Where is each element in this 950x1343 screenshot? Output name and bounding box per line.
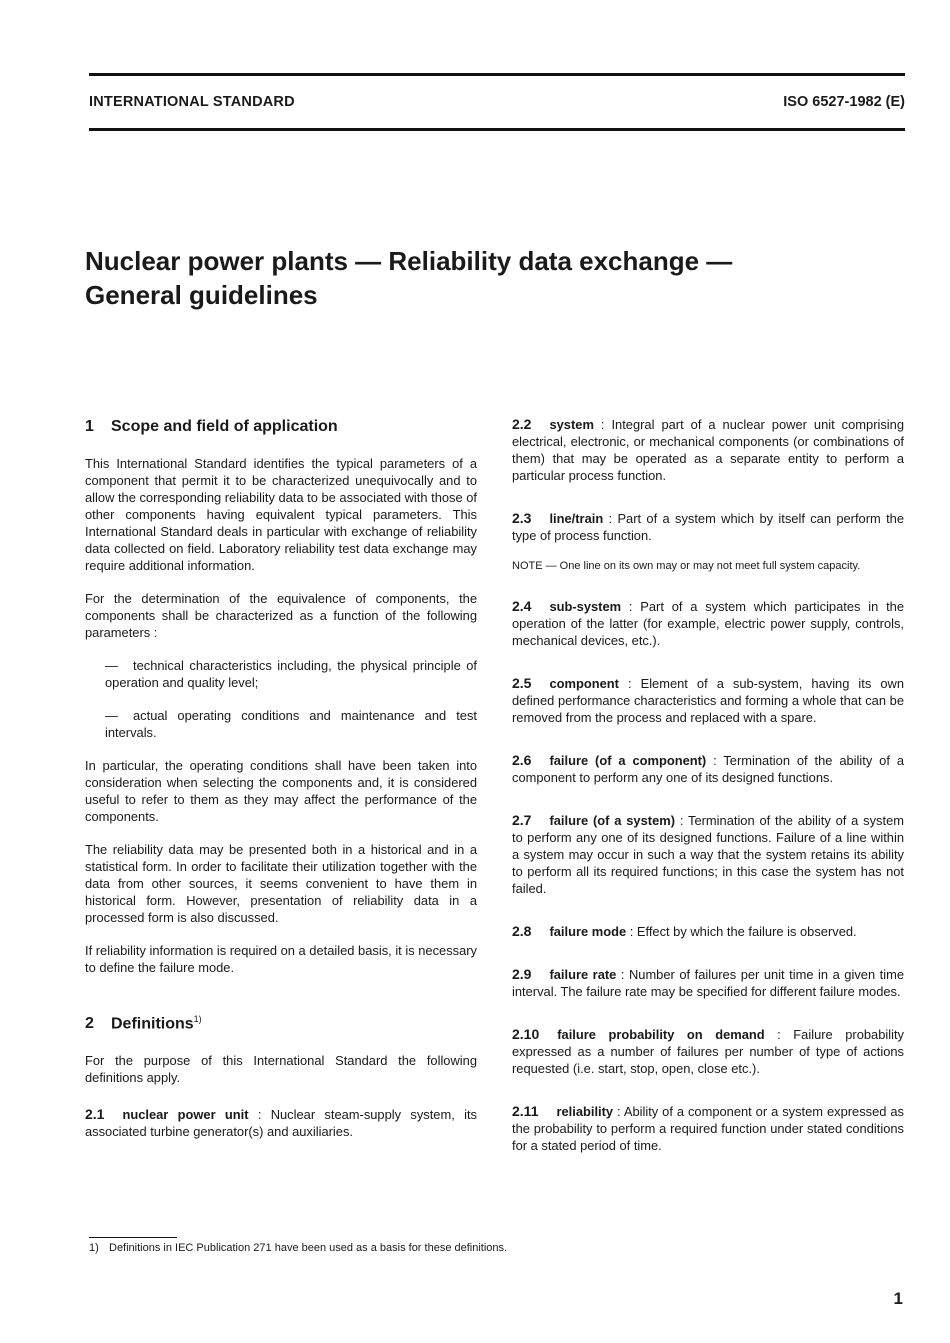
definition-number: 2.6	[512, 752, 532, 768]
definition-separator: :	[618, 676, 641, 691]
definition-separator: :	[621, 599, 641, 614]
definition-term: failure rate	[549, 967, 617, 982]
definition-text: Nuclear steam-supply system, its associated turbine generator(s) and auxiliaries.	[85, 1107, 477, 1140]
definition-term: failure (of a component)	[549, 753, 707, 768]
definition-term: failure mode	[549, 924, 627, 939]
title-line-1: Nuclear power plants — Reliability data exchange —	[85, 246, 733, 276]
definition-term: failure (of a system)	[549, 813, 675, 828]
page-number: 1	[893, 1289, 903, 1308]
definition-term: reliability	[556, 1104, 614, 1119]
definition-separator: :	[675, 813, 689, 828]
dash-marker: —	[105, 708, 118, 723]
definition-2-5	[512, 675, 904, 726]
list-item	[85, 707, 477, 741]
definition-number: 2.11	[512, 1103, 539, 1119]
section-1-paragraph-4: The reliability data may be presented both in a historical and in a statistical form. In order to facilitate their utilization together with the data from other sources, it seems convenient to have them in historical form. However, presentation of reliability data in a processed form is also discussed.	[85, 842, 477, 925]
definition-text: Failure probability expressed as a number of failures per number of type of actions requested (i.e. start, stop, open, close etc.).	[512, 1027, 904, 1076]
header-top-rule	[89, 73, 905, 76]
definition-text: Number of failures per unit time in a given time interval. The failure rate may be specified for different failure modes.	[512, 967, 904, 999]
section-1-paragraph-2: For the determination of the equivalence of components, the components shall be characterized as a function of the following parameters :	[85, 591, 477, 640]
definition-2-4	[512, 598, 904, 649]
section-2-intro: For the purpose of this International Standard the following definitions apply.	[85, 1053, 477, 1086]
section-1-heading	[85, 416, 477, 438]
header-bottom-rule	[89, 128, 905, 131]
definition-text: Ability of a component or a system expressed as the probability to perform a required function under stated conditions for a stated period of time.	[512, 1104, 904, 1153]
section-2-title: Definitions	[111, 1015, 194, 1033]
definition-2-2	[512, 416, 904, 484]
definition-text: Termination of the ability of a system to perform any one of its designed functions. Failure of a line within a system may occur in such a way that the system retains its ability to perform all its required functions; in this case the system has not failed.	[512, 813, 904, 896]
definition-term: failure probability on demand	[557, 1027, 765, 1042]
footnote-divider	[89, 1237, 177, 1238]
list-item	[85, 657, 477, 691]
definition-separator: :	[248, 1107, 271, 1123]
definition-text: Part of a system which participates in the operation of the latter (for example, electric power supply, controls, mechanical devices, etc.).	[512, 599, 904, 648]
definition-term: sub-system	[549, 599, 622, 614]
header-standard-type: INTERNATIONAL STANDARD	[89, 94, 295, 110]
definition-text: Integral part of a nuclear power unit comprising electrical, electronic, or mechanical components (or combinations of them) that may be operated as a separate entity to perform a particular process function.	[512, 417, 904, 483]
title-line-2: General guidelines	[85, 280, 318, 310]
definition-separator: :	[706, 753, 724, 768]
section-2-number: 2	[85, 1015, 94, 1033]
dash-marker: —	[105, 658, 118, 673]
definition-separator: :	[593, 417, 612, 432]
section-1-title: Scope and field of application	[111, 418, 338, 435]
section-1-paragraph-3: In particular, the operating conditions shall have been taken into consideration when selecting the components and, it is considered useful to refer to them as they may affect the performance of the components.	[85, 758, 477, 824]
definition-number: 2.7	[512, 812, 532, 828]
definition-term: line/train	[549, 511, 604, 526]
footnote-mark: 1)	[89, 1242, 99, 1254]
definition-number: 2.3	[512, 510, 532, 526]
header-standard-number: ISO 6527-1982 (E)	[783, 94, 905, 110]
section-1-number: 1	[85, 418, 94, 435]
footnote	[89, 1242, 507, 1254]
definition-2-9	[512, 966, 904, 1000]
definition-2-8	[512, 923, 904, 940]
footnote-reference: 1)	[193, 1014, 202, 1024]
definition-text: Element of a sub-system, having its own defined performance characteristics and forming a whole that can be removed from the process and replaced with a spare.	[512, 676, 904, 725]
note-2-3: NOTE — One line on its own may or may not meet full system capacity.	[512, 560, 861, 572]
section-1-paragraph-5: If reliability information is required on a detailed basis, it is necessary to define the failure mode.	[85, 943, 477, 975]
bullet-text: actual operating conditions and maintenance and test intervals.	[105, 708, 477, 740]
definition-number: 2.4	[512, 598, 532, 614]
definition-text: Part of a system which by itself can perform the type of process function.	[512, 511, 905, 543]
definition-2-3	[512, 510, 904, 544]
definition-number: 2.1	[85, 1106, 105, 1123]
definition-2-6	[512, 752, 904, 786]
definition-2-10	[512, 1026, 904, 1077]
definition-number: 2.10	[512, 1026, 540, 1042]
definition-2-1	[85, 1106, 477, 1140]
definition-text: Termination of the ability of a component to perform any one of its designed functions.	[512, 753, 904, 785]
definition-number: 2.2	[512, 416, 532, 432]
definition-number: 2.9	[512, 966, 532, 982]
definition-term: system	[549, 417, 594, 432]
definition-2-11	[512, 1103, 904, 1154]
definition-term: nuclear power unit	[122, 1107, 249, 1123]
definition-number: 2.8	[512, 923, 532, 939]
definition-separator: :	[616, 967, 629, 982]
left-column	[85, 416, 477, 1140]
bullet-text: technical characteristics including, the physical principle of operation and quality level;	[105, 658, 477, 690]
document-title	[85, 244, 905, 312]
definition-separator: :	[764, 1027, 794, 1042]
footnote-text: Definitions in IEC Publication 271 have been used as a basis for these definitions.	[109, 1242, 508, 1254]
section-1-paragraph-1: This International Standard identifies the typical parameters of a component that permit it to be characterized unequivocally and to allow the corresponding reliability data to be associated with those of other components having equivalent typical parameters. This International Standard deals in particular with exchange of reliability data collected on field. Laboratory reliability test data exchange may require additional information.	[85, 456, 477, 573]
definition-2-7	[512, 812, 904, 897]
definition-number: 2.5	[512, 675, 532, 691]
definition-separator: :	[603, 511, 618, 526]
definition-text: Effect by which the failure is observed.	[636, 924, 857, 939]
definition-separator: :	[626, 924, 637, 939]
section-2-heading	[85, 1008, 477, 1035]
definition-separator: :	[613, 1104, 624, 1119]
definition-term: component	[549, 676, 619, 691]
right-column	[512, 416, 904, 1154]
